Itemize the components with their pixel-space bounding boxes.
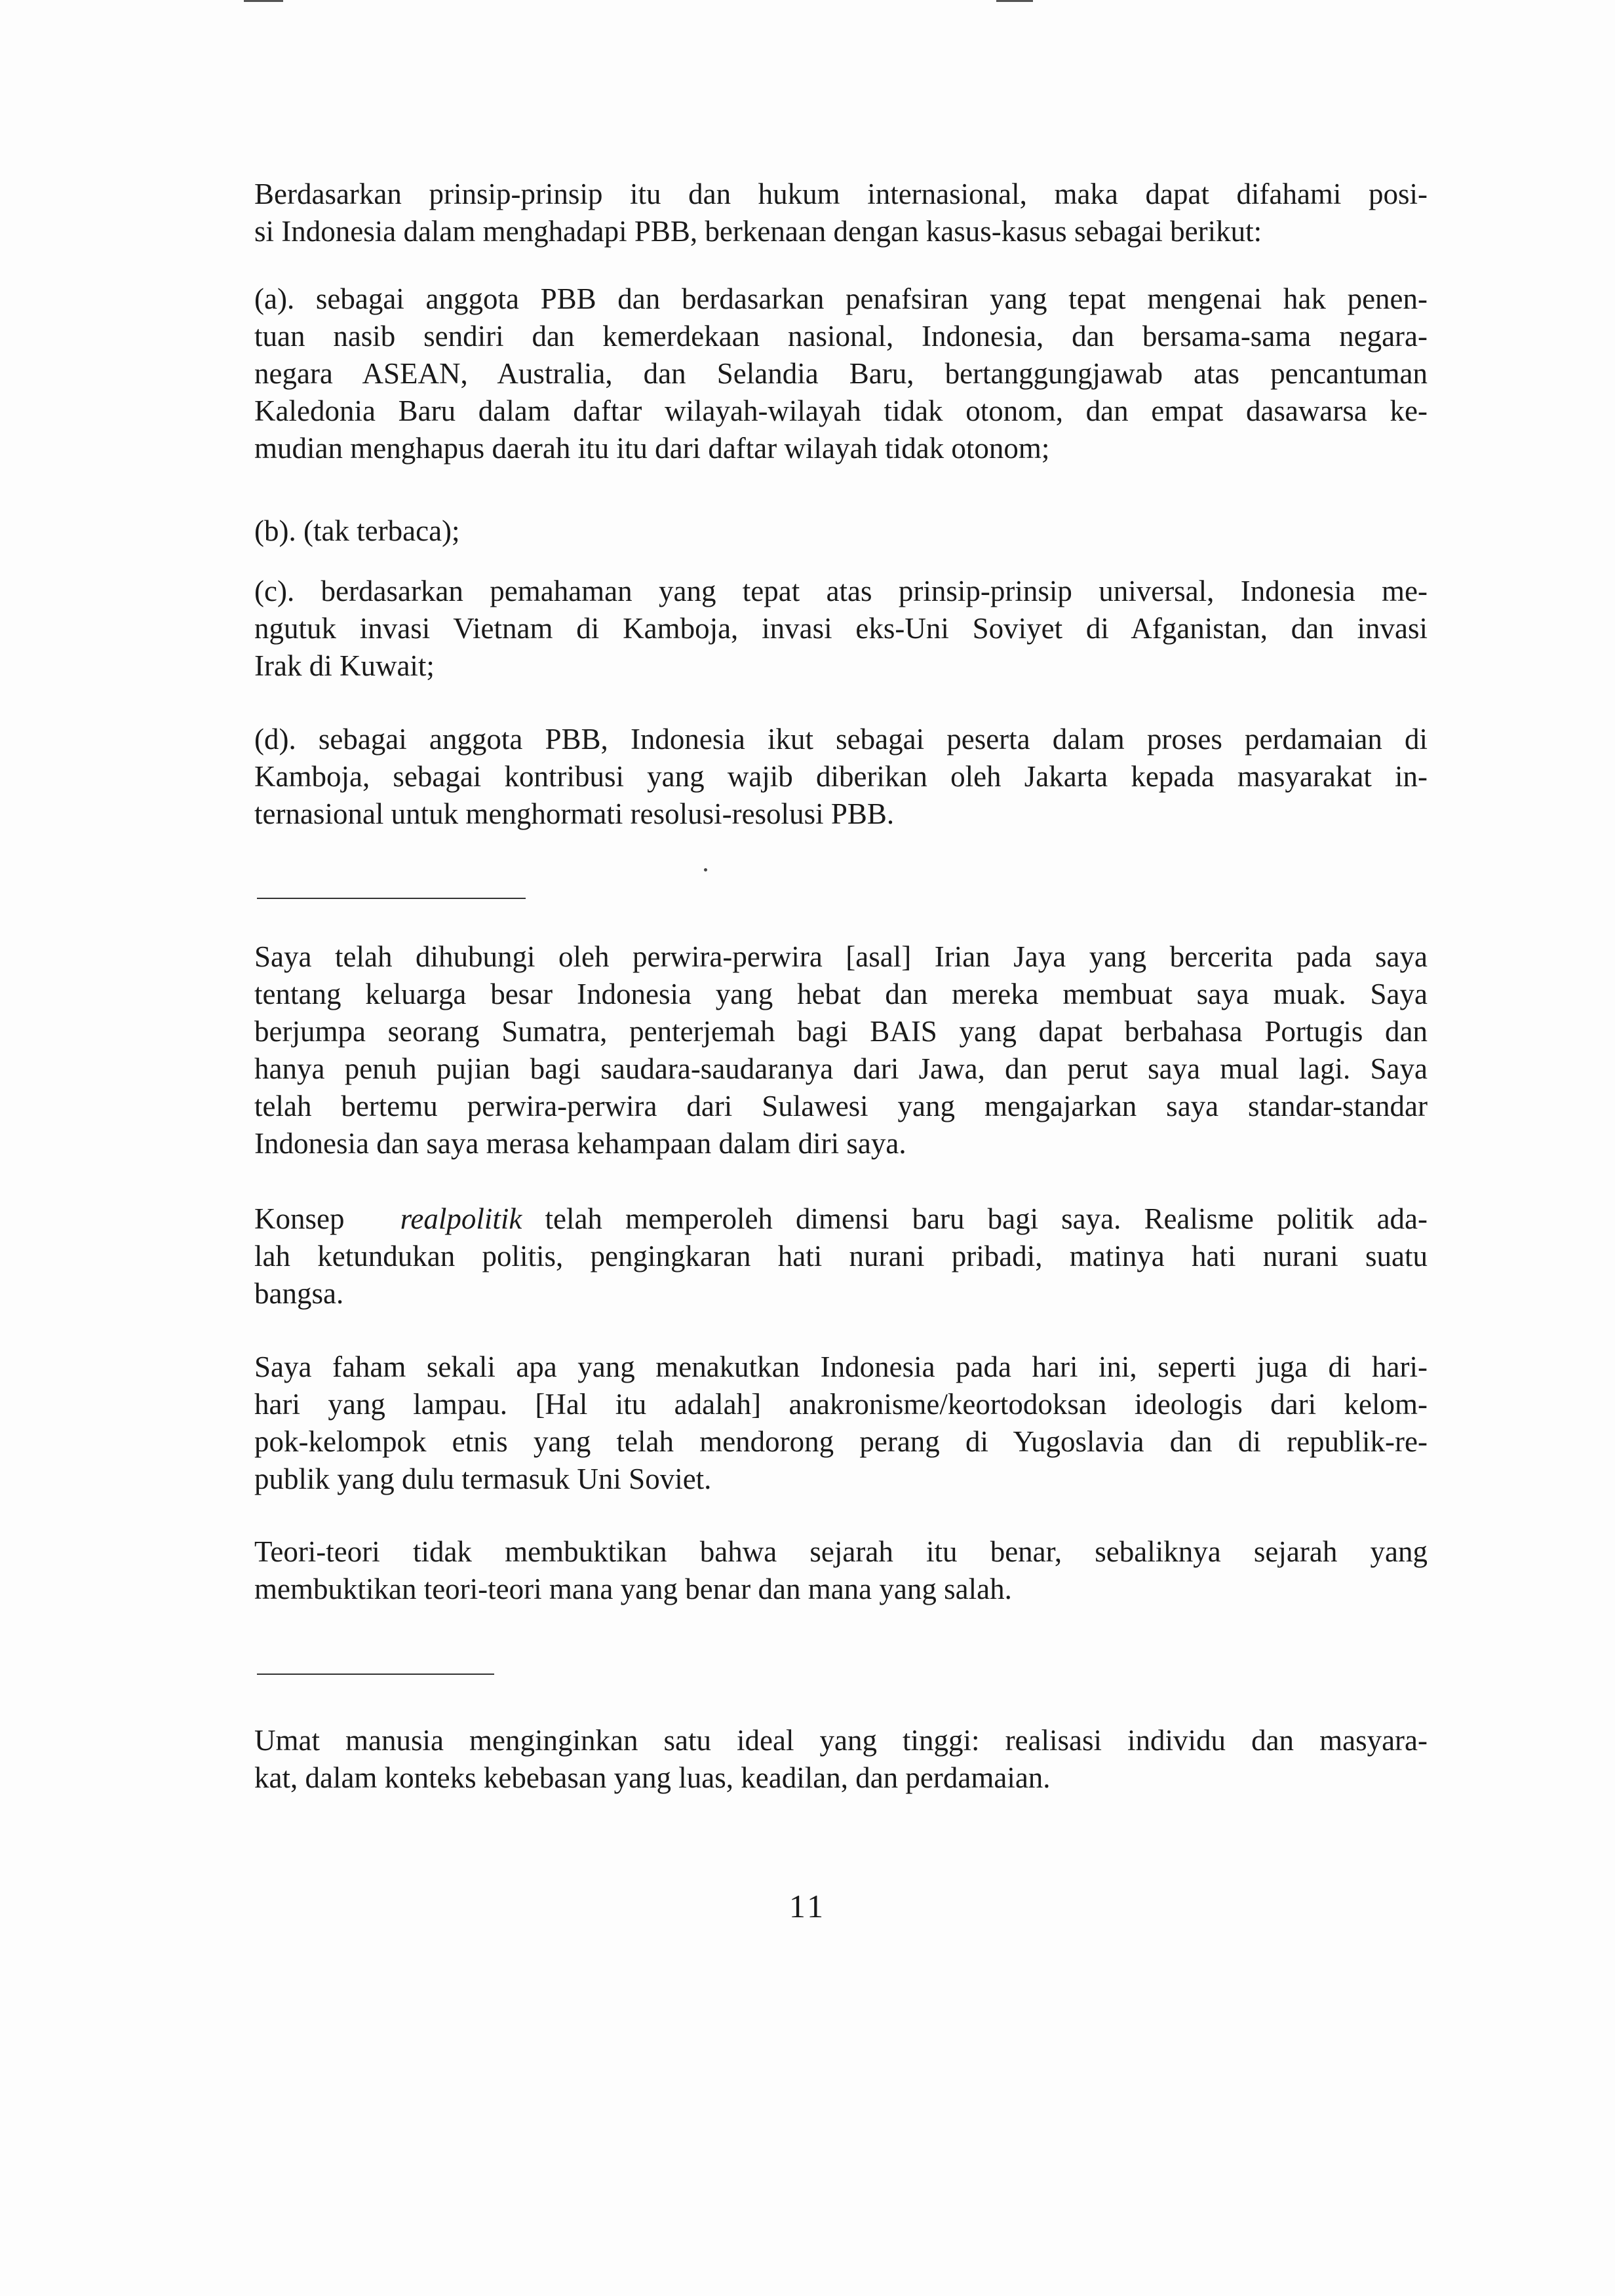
paragraph-realpolitik xyxy=(254,1200,1428,1312)
paragraph-teori xyxy=(254,1533,1428,1608)
list-item-d xyxy=(254,721,1428,833)
text-line: Berdasarkan prinsip-prinsip itu dan hukum internasional, maka dapat difahami posi- xyxy=(254,178,1428,210)
text-line: bangsa. xyxy=(254,1277,344,1310)
scan-edge-mark xyxy=(996,0,1033,2)
text-line: Umat manusia menginginkan satu ideal yang tinggi: realisasi individu dan masyara- xyxy=(254,1724,1428,1757)
list-item-c xyxy=(254,573,1428,685)
text-line: (b). (tak terbaca); xyxy=(254,514,460,547)
text-line: hari yang lampau. [Hal itu adalah] anakronisme/keortodoksan ideologis dari kelom- xyxy=(254,1388,1428,1421)
text-line: si Indonesia dalam menghadapi PBB, berkenaan dengan kasus-kasus sebagai berikut: xyxy=(254,215,1262,248)
text-line: publik yang dulu termasuk Uni Soviet. xyxy=(254,1463,712,1495)
list-item-b xyxy=(254,512,1428,550)
text-line: berjumpa seorang Sumatra, penterjemah bagi BAIS yang dapat berbahasa Portugis dan xyxy=(254,1015,1428,1048)
text-line: Kamboja, sebagai kontribusi yang wajib diberikan oleh Jakarta kepada masyarakat in- xyxy=(254,760,1428,793)
list-item-a xyxy=(254,280,1428,467)
konsep-word: Konsep xyxy=(254,1202,345,1235)
text-line: Indonesia dan saya merasa kehampaan dalam diri saya. xyxy=(254,1127,906,1160)
text-fragment: telah memperoleh dimensi baru bagi saya. Realisme politik ada- xyxy=(522,1202,1428,1235)
text-line: Teori-teori tidak membuktikan bahwa sejarah itu benar, sebaliknya sejarah yang xyxy=(254,1535,1428,1568)
text-line: tuan nasib sendiri dan kemerdekaan nasional, Indonesia, dan bersama-sama negara- xyxy=(254,320,1428,353)
paragraph-irian-jaya xyxy=(254,938,1428,1162)
term-realpolitik: realpolitik xyxy=(400,1202,522,1235)
text-line: Saya faham sekali apa yang menakutkan Indonesia pada hari ini, seperti juga di hari- xyxy=(254,1350,1428,1383)
intro-paragraph xyxy=(254,176,1428,250)
text-line: pok-kelompok etnis yang telah mendorong perang di Yugoslavia dan di republik-re- xyxy=(254,1425,1428,1458)
text-line: ternasional untuk menghormati resolusi-resolusi PBB. xyxy=(254,797,895,830)
text-line: (d). sebagai anggota PBB, Indonesia ikut sebagai peserta dalam proses perdamaian di xyxy=(254,723,1428,756)
text-line: tentang keluarga besar Indonesia yang hebat dan mereka membuat saya muak. Saya xyxy=(254,978,1428,1010)
text-line: telah bertemu perwira-perwira dari Sulawesi yang mengajarkan saya standar-standar xyxy=(254,1090,1428,1122)
paragraph-umat-manusia xyxy=(254,1722,1428,1797)
section-divider xyxy=(257,898,526,899)
paragraph-menakutkan xyxy=(254,1349,1428,1498)
text-line: hanya penuh pujian bagi saudara-saudaranya dari Jawa, dan perut saya mual lagi. Saya xyxy=(254,1052,1428,1085)
text-line: (a). sebagai anggota PBB dan berdasarkan penafsiran yang tepat mengenai hak penen- xyxy=(254,282,1428,315)
scan-edge-mark xyxy=(244,0,283,2)
text-line: negara ASEAN, Australia, dan Selandia Baru, bertanggungjawab atas pencantuman xyxy=(254,357,1428,390)
text-line: (c). berdasarkan pemahaman yang tepat atas prinsip-prinsip universal, Indonesia me- xyxy=(254,575,1428,607)
text-line: Saya telah dihubungi oleh perwira-perwira [asal] Irian Jaya yang bercerita pada saya xyxy=(254,940,1428,973)
text-line xyxy=(254,1200,1428,1238)
speck xyxy=(704,868,707,871)
text-line: membuktikan teori-teori mana yang benar dan mana yang salah. xyxy=(254,1573,1012,1605)
text-line: mudian menghapus daerah itu itu dari daftar wilayah tidak otonom; xyxy=(254,432,1050,465)
section-divider xyxy=(257,1674,494,1675)
text-line: Irak di Kuwait; xyxy=(254,649,435,682)
text-line: ngutuk invasi Vietnam di Kamboja, invasi eks-Uni Soviyet di Afganistan, dan invasi xyxy=(254,612,1428,645)
text-line: Kaledonia Baru dalam daftar wilayah-wilayah tidak otonom, dan empat dasawarsa ke- xyxy=(254,394,1428,427)
page-number: 11 xyxy=(788,1888,827,1924)
text-line: kat, dalam konteks kebebasan yang luas, keadilan, dan perdamaian. xyxy=(254,1761,1051,1794)
text-line: lah ketundukan politis, pengingkaran hati nurani pribadi, matinya hati nurani suatu xyxy=(254,1240,1428,1272)
